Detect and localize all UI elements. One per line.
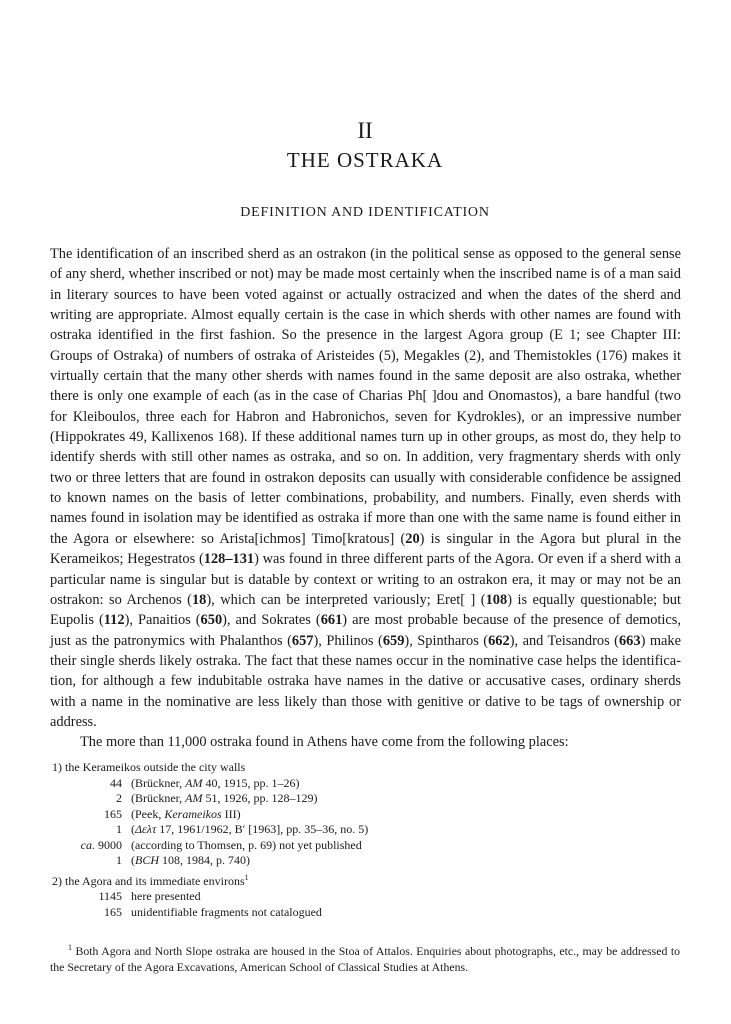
source-description (131, 822, 680, 838)
footnote-text: Both Agora and North Slope ostraka are housed in the Stoa of Attalos. Enquiries about photographs, etc., may be addressed to the Secretary of the Agora Excavations, American School of Classical Studies at Athens. (50, 944, 680, 974)
publication-title: BCH (135, 853, 159, 867)
catalogue-number: 663 (618, 632, 641, 649)
text-run: (according to Thomsen, p. 69) not yet published (131, 837, 362, 852)
text-run: (Brückner, (131, 791, 186, 805)
catalogue-number: 650 (200, 612, 223, 629)
text-run: ), which can be interpreted variously; Eret[ ] ( (206, 591, 486, 608)
findspot-list (50, 760, 680, 925)
text-run: ( (131, 822, 135, 836)
text-run: (Peek, (131, 806, 165, 821)
footnote-marker: 1 (68, 943, 72, 953)
publication-title: AM (185, 775, 203, 790)
text-run: ) make their single sherds likely ostraka. The fact that these names occur in the nominative case helps the identification, for although a few indubitable ostraka have names in the dative or accusative cases, ordinary sherds with a name in the nominative are less likely than those with genitive or dative to be tags of ownership or address. (50, 632, 681, 730)
source-description (131, 905, 680, 921)
list-item (50, 853, 680, 869)
footnote (50, 943, 680, 975)
ostraka-count: ca. 9000 (80, 837, 122, 852)
ostraka-count: 165 (104, 806, 122, 821)
catalogue-number: 661 (320, 612, 343, 629)
publication-title: Δελτ (135, 822, 157, 836)
catalogue-number: 20 (405, 530, 420, 547)
ostraka-count: 1 (116, 853, 122, 867)
list-group-heading (50, 760, 680, 776)
catalogue-number: 112 (103, 612, 125, 629)
text-run: ) is equally questionable; but Eupolis ( (50, 591, 681, 629)
body-text (50, 244, 681, 753)
paragraph-identification (50, 244, 681, 732)
text-run: 108, 1984, p. 740) (159, 853, 250, 867)
list-item (50, 905, 680, 921)
catalogue-number: 659 (382, 632, 405, 649)
ostraka-count: 1 (116, 822, 122, 836)
publication-title: AM (185, 791, 203, 805)
list-group-heading-text: 2) the Agora and its immediate environs (52, 873, 245, 888)
catalogue-number: 662 (488, 632, 510, 649)
text-run: here presented (131, 889, 201, 903)
text-run: ), and Sokrates ( (222, 612, 321, 629)
source-description (131, 838, 680, 854)
list-group (50, 874, 680, 921)
list-item (50, 838, 680, 854)
source-description (131, 791, 680, 807)
text-run: 40, 1915, pp. 1–26) (202, 775, 300, 790)
publication-title: Kerameikos (164, 806, 222, 821)
text-run: 51, 1926, pp. 128–129) (202, 791, 318, 805)
text-run: unidentifiable fragments not catalogued (131, 904, 322, 919)
list-group-heading (50, 874, 680, 890)
ostraka-count: 165 (104, 904, 122, 919)
text-run: (Brückner, (131, 775, 186, 790)
text-run: ) is singular in the Agora but plural in the Kerameikos; Hegestratos ( (50, 530, 681, 568)
text-run: ) was found in three different parts of the Agora. Or even if a sherd with a particular name is singular but is datable by context or writing to an ostrakon era, it may or may not be an ostrakon: so Archenos ( (50, 551, 681, 608)
paragraph-places: The more than 11,000 ostraka found in Athens have come from the following places: (80, 734, 569, 751)
text-run: 17, 1961/1962, B′ [1963], pp. 35–36, no. 5) (156, 822, 369, 836)
text-run: ) are most probable because of the presence of demotics, just as the patronymics with Phalanthos ( (50, 612, 681, 649)
ostraka-count: 2 (116, 791, 122, 805)
catalogue-number: 657 (291, 632, 314, 649)
source-description (131, 889, 680, 905)
source-description (131, 776, 680, 792)
list-item (50, 791, 680, 807)
text-run: ), Spintharos ( (404, 632, 489, 649)
catalogue-number: 108 (485, 591, 508, 608)
section-title: DEFINITION AND IDENTIFICATION (240, 205, 490, 220)
text-run: ), Panaitios ( (124, 612, 201, 629)
list-group (50, 760, 680, 869)
catalogue-number: 18 (191, 591, 207, 608)
list-item (50, 889, 680, 905)
text-run: ( (131, 853, 135, 867)
ostraka-count: 1145 (98, 889, 122, 903)
ostraka-count: 44 (110, 775, 122, 790)
chapter-number: II (357, 118, 373, 143)
chapter-title: THE OSTRAKA (286, 148, 444, 172)
text-run: ), Philinos ( (313, 632, 383, 649)
text-run: ), and Teisandros ( (509, 632, 619, 649)
list-item (50, 776, 680, 792)
list-group-heading-text: 1) the Kerameikos outside the city walls (52, 760, 246, 774)
text-run: III) (221, 806, 241, 821)
source-description (131, 807, 680, 823)
footnote-reference: 1 (244, 872, 249, 882)
catalogue-number: 128–131 (203, 551, 255, 568)
text-run: The identification of an inscribed sherd as an ostrakon (in the political sense as opposed to the general sense of any sherd, whether inscribed or not) may be made most certainly when the inscribed name is of a man said in literary sources to have been voted against or actually ostracized and when the dates of the sherd and writing are appropriate. Almost equally certain is the case in which sherds with other names are found with ostraka identified in the first fashion. So the presence in the largest Agora group (E 1; see Chapter III: Groups of Ostraka) of numbers of ostraka of Aristeides (5), Megakles (2), and Themistokles (176) makes it virtually certain that the many other sherds with names found in the same deposit are also ostraka, whether there is only one example of each (as in the case of Charias Ph[ ]dou and Onomastos), a bare handful (two for Kleiboulos, three each for Habron and Habronichos, seven for Kydrokles), or an impressive number (Hippokrates 49, Kallixenos 168). If these additional names turn up in other groups, as most do, they help to identify sherds with still other names as ostraka, and so on. In addition, very fragmentary sherds with only two or three letters that are found in ostrakon deposits can usually with considerable confidence be assigned to known names on the basis of letter combinations, probability, and numbers. Finally, even sherds with names found in isolation may be identified as ostraka if more than one with the same name is found either in the Agora or elsewhere: so Arista[ichmos] Timo[kratous] ( (50, 246, 681, 547)
source-description (131, 853, 680, 869)
list-item (50, 807, 680, 823)
list-item (50, 822, 680, 838)
